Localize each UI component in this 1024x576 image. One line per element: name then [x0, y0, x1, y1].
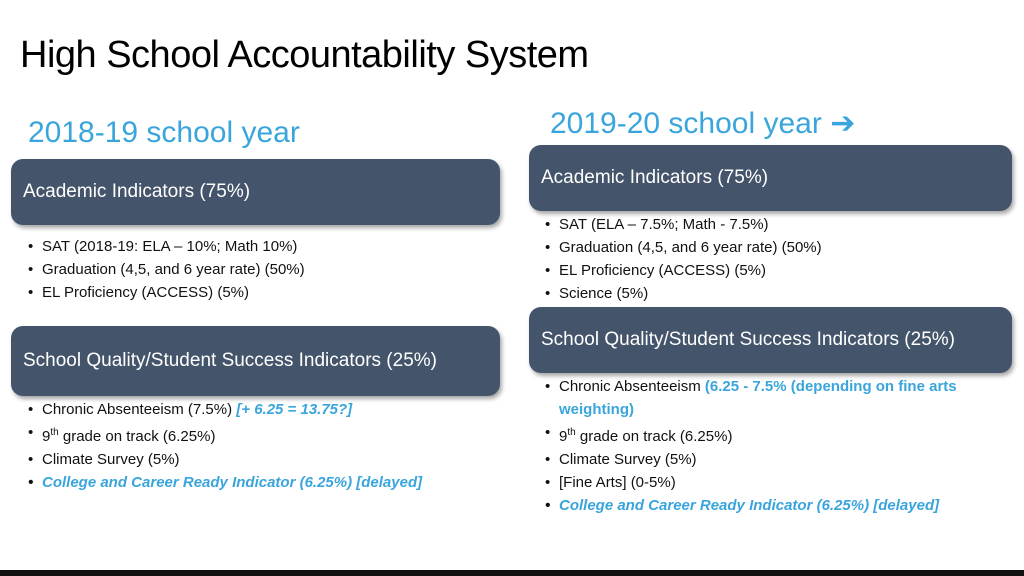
quality-list-2019-20	[543, 375, 993, 517]
academic-list-2018-19	[26, 235, 506, 304]
chronic-absenteeism-text: Chronic Absenteeism	[559, 378, 705, 395]
ninth-grade-sup: th	[50, 427, 59, 438]
ninth-grade-sup: th	[567, 427, 576, 438]
year-heading-2018-19: 2018-19 school year	[28, 116, 300, 149]
quality-list-2018-19	[26, 398, 506, 494]
year-heading-text: 2019-20 school year	[550, 107, 831, 140]
list-item: • EL Proficiency (ACCESS) (5%)	[543, 259, 1013, 282]
academic-indicators-box-2019-20	[529, 145, 1012, 211]
ninth-grade-text: grade on track (6.25%)	[575, 428, 733, 445]
college-career-ready-text: College and Career Ready Indicator (6.25%) [delayed]	[559, 497, 940, 514]
chronic-absenteeism-text: Chronic Absenteeism (7.5%)	[42, 401, 237, 418]
list-item	[26, 398, 506, 421]
chronic-absenteeism-note: [+ 6.25 = 13.75?]	[236, 401, 353, 418]
list-item: • SAT (ELA – 7.5%; Math - 7.5%)	[543, 213, 1013, 236]
quality-indicators-label: School Quality/Student Success Indicators (25%)	[23, 350, 437, 371]
academic-indicators-label: Academic Indicators (75%)	[541, 167, 769, 188]
list-item: • Graduation (4,5, and 6 year rate) (50%)	[543, 236, 1013, 259]
chronic-absenteeism-note: (6.25 - 7.5% (depending on fine arts weighting)	[559, 378, 957, 418]
list-item: • SAT (2018-19: ELA – 10%; Math 10%)	[26, 235, 506, 258]
ninth-grade-text: grade on track (6.25%)	[58, 428, 216, 445]
list-item: • EL Proficiency (ACCESS) (5%)	[26, 281, 506, 304]
list-item	[543, 421, 993, 448]
list-item	[543, 494, 993, 517]
arrow-right-icon: ➔	[830, 107, 856, 140]
list-item: • Climate Survey (5%)	[26, 448, 506, 471]
ninth-grade-number: 9	[559, 428, 568, 445]
year-heading-2019-20	[550, 106, 855, 141]
list-item	[543, 375, 993, 421]
list-item: • [Fine Arts] (0-5%)	[543, 471, 993, 494]
quality-indicators-label: School Quality/Student Success Indicators (25%)	[541, 329, 955, 350]
quality-indicators-box-2019-20	[529, 307, 1012, 373]
quality-indicators-box-2018-19	[11, 326, 500, 396]
bottom-bar	[0, 570, 1024, 576]
academic-indicators-label: Academic Indicators (75%)	[23, 181, 251, 202]
list-item	[26, 471, 506, 494]
list-item	[26, 421, 506, 448]
college-career-ready-text: College and Career Ready Indicator (6.25%) [delayed]	[42, 474, 423, 491]
academic-list-2019-20	[543, 213, 1013, 305]
academic-indicators-box-2018-19	[11, 159, 500, 225]
list-item: • Climate Survey (5%)	[543, 448, 993, 471]
list-item: • Science (5%)	[543, 282, 1013, 305]
list-item: • Graduation (4,5, and 6 year rate) (50%)	[26, 258, 506, 281]
page-title: High School Accountability System	[20, 34, 589, 76]
ninth-grade-number: 9	[42, 428, 51, 445]
